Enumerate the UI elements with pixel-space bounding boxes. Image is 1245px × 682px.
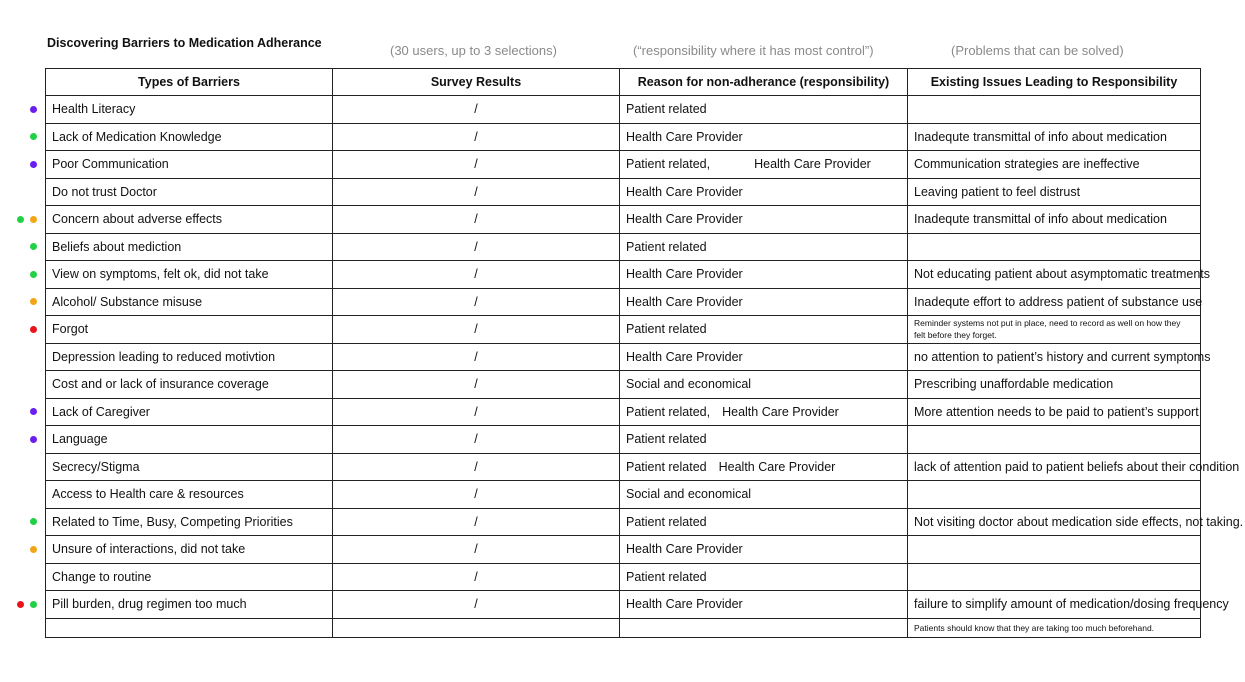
survey-result-cell: /: [333, 96, 620, 124]
barrier-type-cell: Secrecy/Stigma: [46, 453, 333, 481]
barrier-type-cell: Related to Time, Busy, Competing Priorities: [46, 508, 333, 536]
existing-issue-cell: [908, 563, 1201, 591]
existing-issue-cell: [908, 536, 1201, 564]
table-row: [46, 563, 1201, 591]
green-category-dot-icon: [17, 216, 24, 223]
table-row: [46, 178, 1201, 206]
survey-result-cell: /: [333, 178, 620, 206]
survey-result-cell: /: [333, 316, 620, 344]
reason-primary: Health Care Provider: [626, 349, 743, 364]
survey-result-cell: /: [333, 371, 620, 399]
green-category-dot-icon: [30, 601, 37, 608]
reason-cell: [620, 123, 908, 151]
table-row: [46, 316, 1201, 344]
survey-result-cell: /: [333, 591, 620, 619]
reason-cell: [620, 591, 908, 619]
reason-primary: Health Care Provider: [626, 212, 743, 227]
existing-issue-cell: Inadequte transmittal of info about medication: [908, 206, 1201, 234]
table-row: [46, 398, 1201, 426]
barrier-type-cell: Pill burden, drug regimen too much: [46, 591, 333, 619]
reason-primary: Patient related: [626, 322, 707, 337]
barrier-type-cell: Forgot: [46, 316, 333, 344]
barrier-type-cell: [46, 618, 333, 637]
survey-result-cell: /: [333, 288, 620, 316]
header-reason: Reason for non-adherance (responsibility): [620, 69, 908, 96]
table-row: [46, 618, 1201, 637]
table-row: [46, 591, 1201, 619]
reason-cell: [620, 563, 908, 591]
reason-cell: [620, 96, 908, 124]
existing-issue-cell: Communication strategies are ineffective: [908, 151, 1201, 179]
existing-issue-cell: Not educating patient about asymptomatic treatments: [908, 261, 1201, 289]
reason-primary: Health Care Provider: [626, 184, 743, 199]
existing-issue-cell: Leaving patient to feel distrust: [908, 178, 1201, 206]
reason-primary: Social and economical: [626, 377, 752, 392]
reason-secondary: Health Care Provider: [754, 157, 871, 172]
table-row: [46, 426, 1201, 454]
reason-cell: [620, 536, 908, 564]
survey-note: (30 users, up to 3 selections): [390, 43, 557, 58]
reason-primary: Patient related: [626, 459, 707, 474]
survey-result-cell: /: [333, 453, 620, 481]
reason-primary: Patient related: [626, 514, 707, 529]
barrier-type-cell: Language: [46, 426, 333, 454]
reason-cell: [620, 453, 908, 481]
red-category-dot-icon: [30, 326, 37, 333]
existing-issue-cell: Not visiting doctor about medication side effects, not taking.: [908, 508, 1201, 536]
barriers-table: [45, 68, 1244, 638]
barrier-type-cell: Cost and or lack of insurance coverage: [46, 371, 333, 399]
table-row: [46, 261, 1201, 289]
reason-cell: [620, 508, 908, 536]
reason-cell: [620, 618, 908, 637]
table-row: [46, 96, 1201, 124]
purple-category-dot-icon: [30, 161, 37, 168]
reason-cell: [620, 261, 908, 289]
survey-result-cell: /: [333, 481, 620, 509]
table-row: [46, 453, 1201, 481]
survey-result-cell: /: [333, 206, 620, 234]
problems-note: (Problems that can be solved): [951, 43, 1124, 58]
barrier-type-cell: Alcohol/ Substance misuse: [46, 288, 333, 316]
existing-issue-cell: Reminder systems not put in place, need to record as well on how they felt before they forget.: [908, 316, 1201, 344]
existing-issue-cell: More attention needs to be paid to patient’s support: [908, 398, 1201, 426]
reason-primary: Patient related: [626, 432, 707, 447]
reason-primary: Patient related,: [626, 404, 711, 419]
red-category-dot-icon: [17, 601, 24, 608]
orange-category-dot-icon: [30, 298, 37, 305]
responsibility-note: (“responsibility where it has most control”): [633, 43, 874, 58]
table-row: [46, 343, 1201, 371]
reason-primary: Health Care Provider: [626, 129, 743, 144]
table-row: [46, 536, 1201, 564]
existing-issue-cell: [908, 426, 1201, 454]
barrier-type-cell: Health Literacy: [46, 96, 333, 124]
existing-issue-cell: Inadequte effort to address patient of substance use: [908, 288, 1201, 316]
barrier-type-cell: Lack of Medication Knowledge: [46, 123, 333, 151]
header-survey-results: Survey Results: [333, 69, 620, 96]
reason-primary: Patient related: [626, 102, 707, 117]
green-category-dot-icon: [30, 243, 37, 250]
barrier-type-cell: Poor Communication: [46, 151, 333, 179]
survey-result-cell: /: [333, 123, 620, 151]
survey-result-cell: /: [333, 508, 620, 536]
reason-secondary: Health Care Provider: [718, 459, 836, 474]
table-row: [46, 233, 1201, 261]
barrier-type-cell: Access to Health care & resources: [46, 481, 333, 509]
header-types-of-barriers: Types of Barriers: [46, 69, 333, 96]
existing-issue-cell: [908, 96, 1201, 124]
reason-cell: [620, 343, 908, 371]
table-header-row: [46, 69, 1201, 96]
existing-issue-cell: lack of attention paid to patient beliefs about their condition: [908, 453, 1201, 481]
table-row: [46, 481, 1201, 509]
existing-issue-cell: Patients should know that they are taking too much beforehand.: [908, 618, 1201, 637]
survey-result-cell: /: [333, 398, 620, 426]
existing-issue-cell: [908, 481, 1201, 509]
existing-issue-cell: Prescribing unaffordable medication: [908, 371, 1201, 399]
existing-issue-cell: Inadequte transmittal of info about medication: [908, 123, 1201, 151]
reason-cell: [620, 371, 908, 399]
green-category-dot-icon: [30, 518, 37, 525]
barrier-type-cell: Beliefs about mediction: [46, 233, 333, 261]
reason-primary: Health Care Provider: [626, 542, 743, 557]
reason-cell: [620, 316, 908, 344]
table-row: [46, 206, 1201, 234]
existing-issue-cell: no attention to patient’s history and current symptoms: [908, 343, 1201, 371]
survey-result-cell: /: [333, 563, 620, 591]
existing-issue-cell: [908, 233, 1201, 261]
reason-cell: [620, 481, 908, 509]
barrier-type-cell: Change to routine: [46, 563, 333, 591]
reason-cell: [620, 398, 908, 426]
survey-result-cell: [333, 618, 620, 637]
table-row: [46, 151, 1201, 179]
reason-cell: [620, 206, 908, 234]
reason-primary: Health Care Provider: [626, 597, 743, 612]
reason-primary: Social and economical: [626, 487, 752, 502]
table-row: [46, 371, 1201, 399]
reason-primary: Health Care Provider: [626, 294, 743, 309]
reason-primary: Patient related: [626, 239, 707, 254]
existing-issue-cell: failure to simplify amount of medication/dosing frequency: [908, 591, 1201, 619]
green-category-dot-icon: [30, 133, 37, 140]
reason-cell: [620, 288, 908, 316]
barrier-type-cell: View on symptoms, felt ok, did not take: [46, 261, 333, 289]
survey-result-cell: /: [333, 233, 620, 261]
table-row: [46, 123, 1201, 151]
table-row: [46, 508, 1201, 536]
reason-secondary: Health Care Provider: [722, 404, 839, 419]
survey-result-cell: /: [333, 426, 620, 454]
green-category-dot-icon: [30, 271, 37, 278]
barrier-type-cell: Concern about adverse effects: [46, 206, 333, 234]
reason-primary: Patient related: [626, 569, 707, 584]
purple-category-dot-icon: [30, 436, 37, 443]
orange-category-dot-icon: [30, 546, 37, 553]
survey-result-cell: /: [333, 151, 620, 179]
survey-result-cell: /: [333, 536, 620, 564]
purple-category-dot-icon: [30, 106, 37, 113]
reason-cell: [620, 233, 908, 261]
header-existing-issues: Existing Issues Leading to Responsibility: [908, 69, 1201, 96]
reason-cell: [620, 426, 908, 454]
barrier-type-cell: Unsure of interactions, did not take: [46, 536, 333, 564]
barrier-type-cell: Lack of Caregiver: [46, 398, 333, 426]
purple-category-dot-icon: [30, 408, 37, 415]
reason-primary: Patient related,: [626, 157, 711, 172]
page-title: Discovering Barriers to Medication Adherance: [47, 36, 322, 50]
barrier-type-cell: Do not trust Doctor: [46, 178, 333, 206]
reason-primary: Health Care Provider: [626, 267, 743, 282]
survey-result-cell: /: [333, 343, 620, 371]
survey-result-cell: /: [333, 261, 620, 289]
table-row: [46, 288, 1201, 316]
barrier-type-cell: Depression leading to reduced motivtion: [46, 343, 333, 371]
orange-category-dot-icon: [30, 216, 37, 223]
reason-cell: [620, 178, 908, 206]
reason-cell: [620, 151, 908, 179]
